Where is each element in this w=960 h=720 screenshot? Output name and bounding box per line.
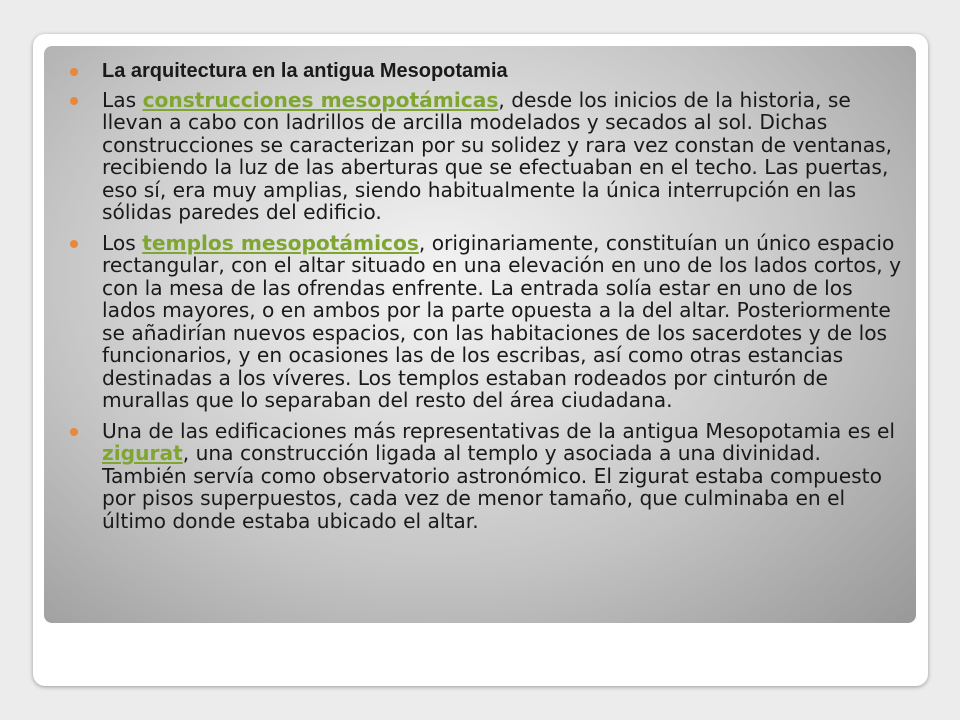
paragraph-bullet-2 [70, 232, 910, 412]
paragraph-bullet-3 [70, 420, 910, 533]
bullet-dot-icon [70, 68, 78, 76]
paragraph-text-before: Los [102, 230, 143, 255]
link-construcciones-mesopotamicas[interactable]: construcciones mesopotámicas [142, 87, 499, 112]
bullet-dot-icon [70, 428, 78, 436]
bullet-dot-icon [70, 240, 78, 248]
title-bullet [70, 60, 910, 83]
paragraph-text-after: , desde los inicios de la historia, se llevan a cabo con ladrillos de arcilla modelados y secados al sol. Dichas construcciones se caracterizan por su solidez y rara vez constan de ventanas, recibiendo la luz de las aberturas que se efectuaban en el techo. Las puertas, eso sí, era muy amplias, siendo habitualmente la única interrupción en las sólidas paredes del edificio. [102, 87, 893, 224]
slide-title: La arquitectura en la antigua Mesopotamia [102, 60, 508, 82]
paragraph-bullet-1 [70, 89, 910, 224]
paragraph-text-after: , originariamente, constituían un único espacio rectangular, con el altar situado en una elevación en uno de los lados cortos, y con la mesa de las ofrendas enfrente. La entrada solía estar en uno de los lados mayores, o en ambos por la parte opuesta a la del altar. Posteriormente se añadirían nuevos espacios, con las habitaciones de los sacerdotes y de los funcionarios, y en ocasiones las de los escribas, así como otras estancias destinadas a los víveres. Los templos estaban rodeados por cinturón de murallas que lo separaban del resto del área ciudadana. [102, 230, 902, 412]
link-templos-mesopotamicos[interactable]: templos mesopotámicos [142, 230, 419, 255]
paragraph-text-after: , una construcción ligada al templo y asociada a una divinidad. También servía como observatorio astronómico. El zigurat estaba compuesto por pisos superpuestos, cada vez de menor tamaño, que culminaba en el último donde estaba ubicado el altar. [102, 441, 882, 533]
paragraph-text-before: Una de las edificaciones más representativas de la antigua Mesopotamia es el [102, 418, 896, 443]
bullet-list [70, 60, 910, 540]
bullet-dot-icon [70, 97, 78, 105]
link-zigurat[interactable]: zigurat [102, 441, 183, 465]
paragraph-text-before: Las [102, 87, 143, 112]
